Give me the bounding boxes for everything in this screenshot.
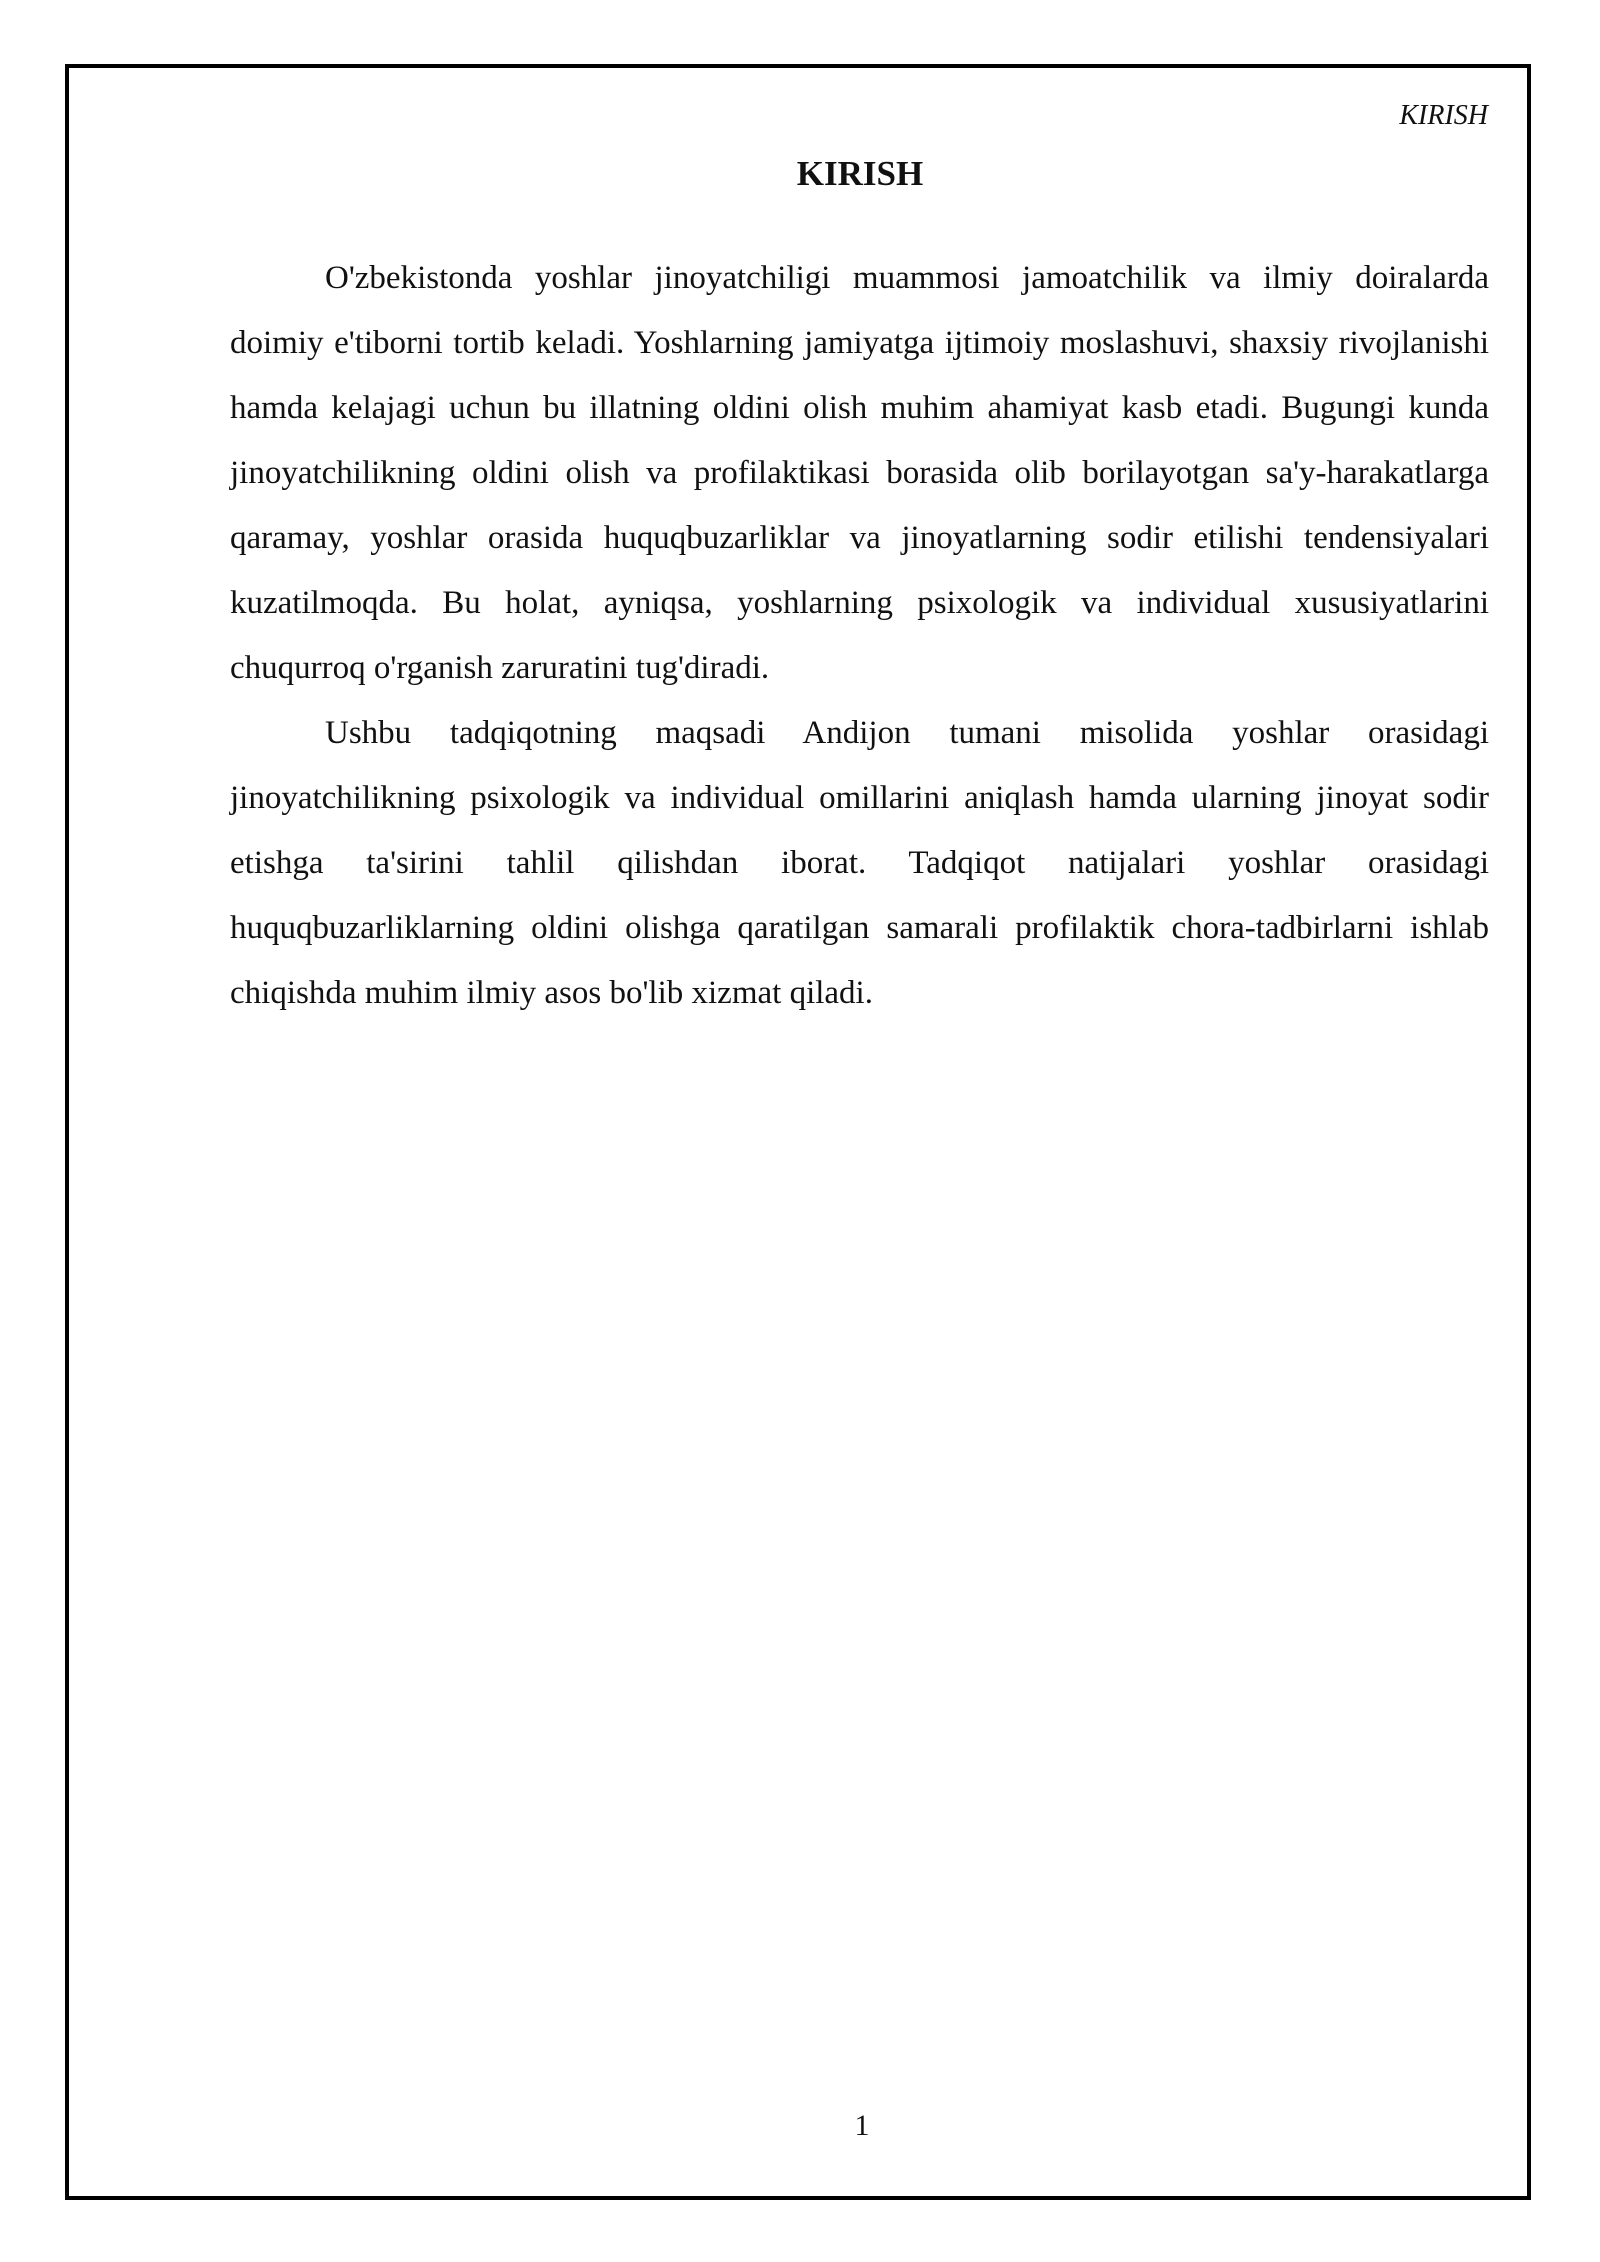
body-text xyxy=(230,246,1489,1026)
paragraph-2: Ushbu tadqiqotning maqsadi Andijon tumani misolida yoshlar orasidagi jinoyatchilikning psixologik va individual omillarini aniqlash hamda ularning jinoyat sodir etishga ta'sirini tahlil qilishdan iborat. Tadqiqot natijalari yoshlar orasidagi huquqbuzarliklarning oldini olishga qaratilgan samarali profilaktik chora-tadbirlarni ishlab chiqishda muhim ilmiy asos bo'lib xizmat qiladi. xyxy=(230,715,1489,1011)
paragraph-1: O'zbekistonda yoshlar jinoyatchiligi muammosi jamoatchilik va ilmiy doiralarda doimiy e'tiborni tortib keladi. Yoshlarning jamiyatga ijtimoiy moslashuvi, shaxsiy rivojlanishi hamda kelajagi uchun bu illatning oldini olish muhim ahamiyat kasb etadi. Bugungi kunda jinoyatchilikning oldini olish va profilaktikasi borasida olib borilayotgan sa'y-harakatlarga qaramay, yoshlar orasida huquqbuzarliklar va jinoyatlarning sodir etilishi tendensiyalari kuzatilmoqda. Bu holat, ayniqsa, yoshlarning psixologik va individual xususiyatlarini chuqurroq o'rganish zaruratini tug'diradi. xyxy=(230,260,1489,686)
page-number: 1 xyxy=(854,2109,870,2142)
running-header: KIRISH xyxy=(1399,100,1488,131)
page-title: KIRISH xyxy=(796,154,924,193)
